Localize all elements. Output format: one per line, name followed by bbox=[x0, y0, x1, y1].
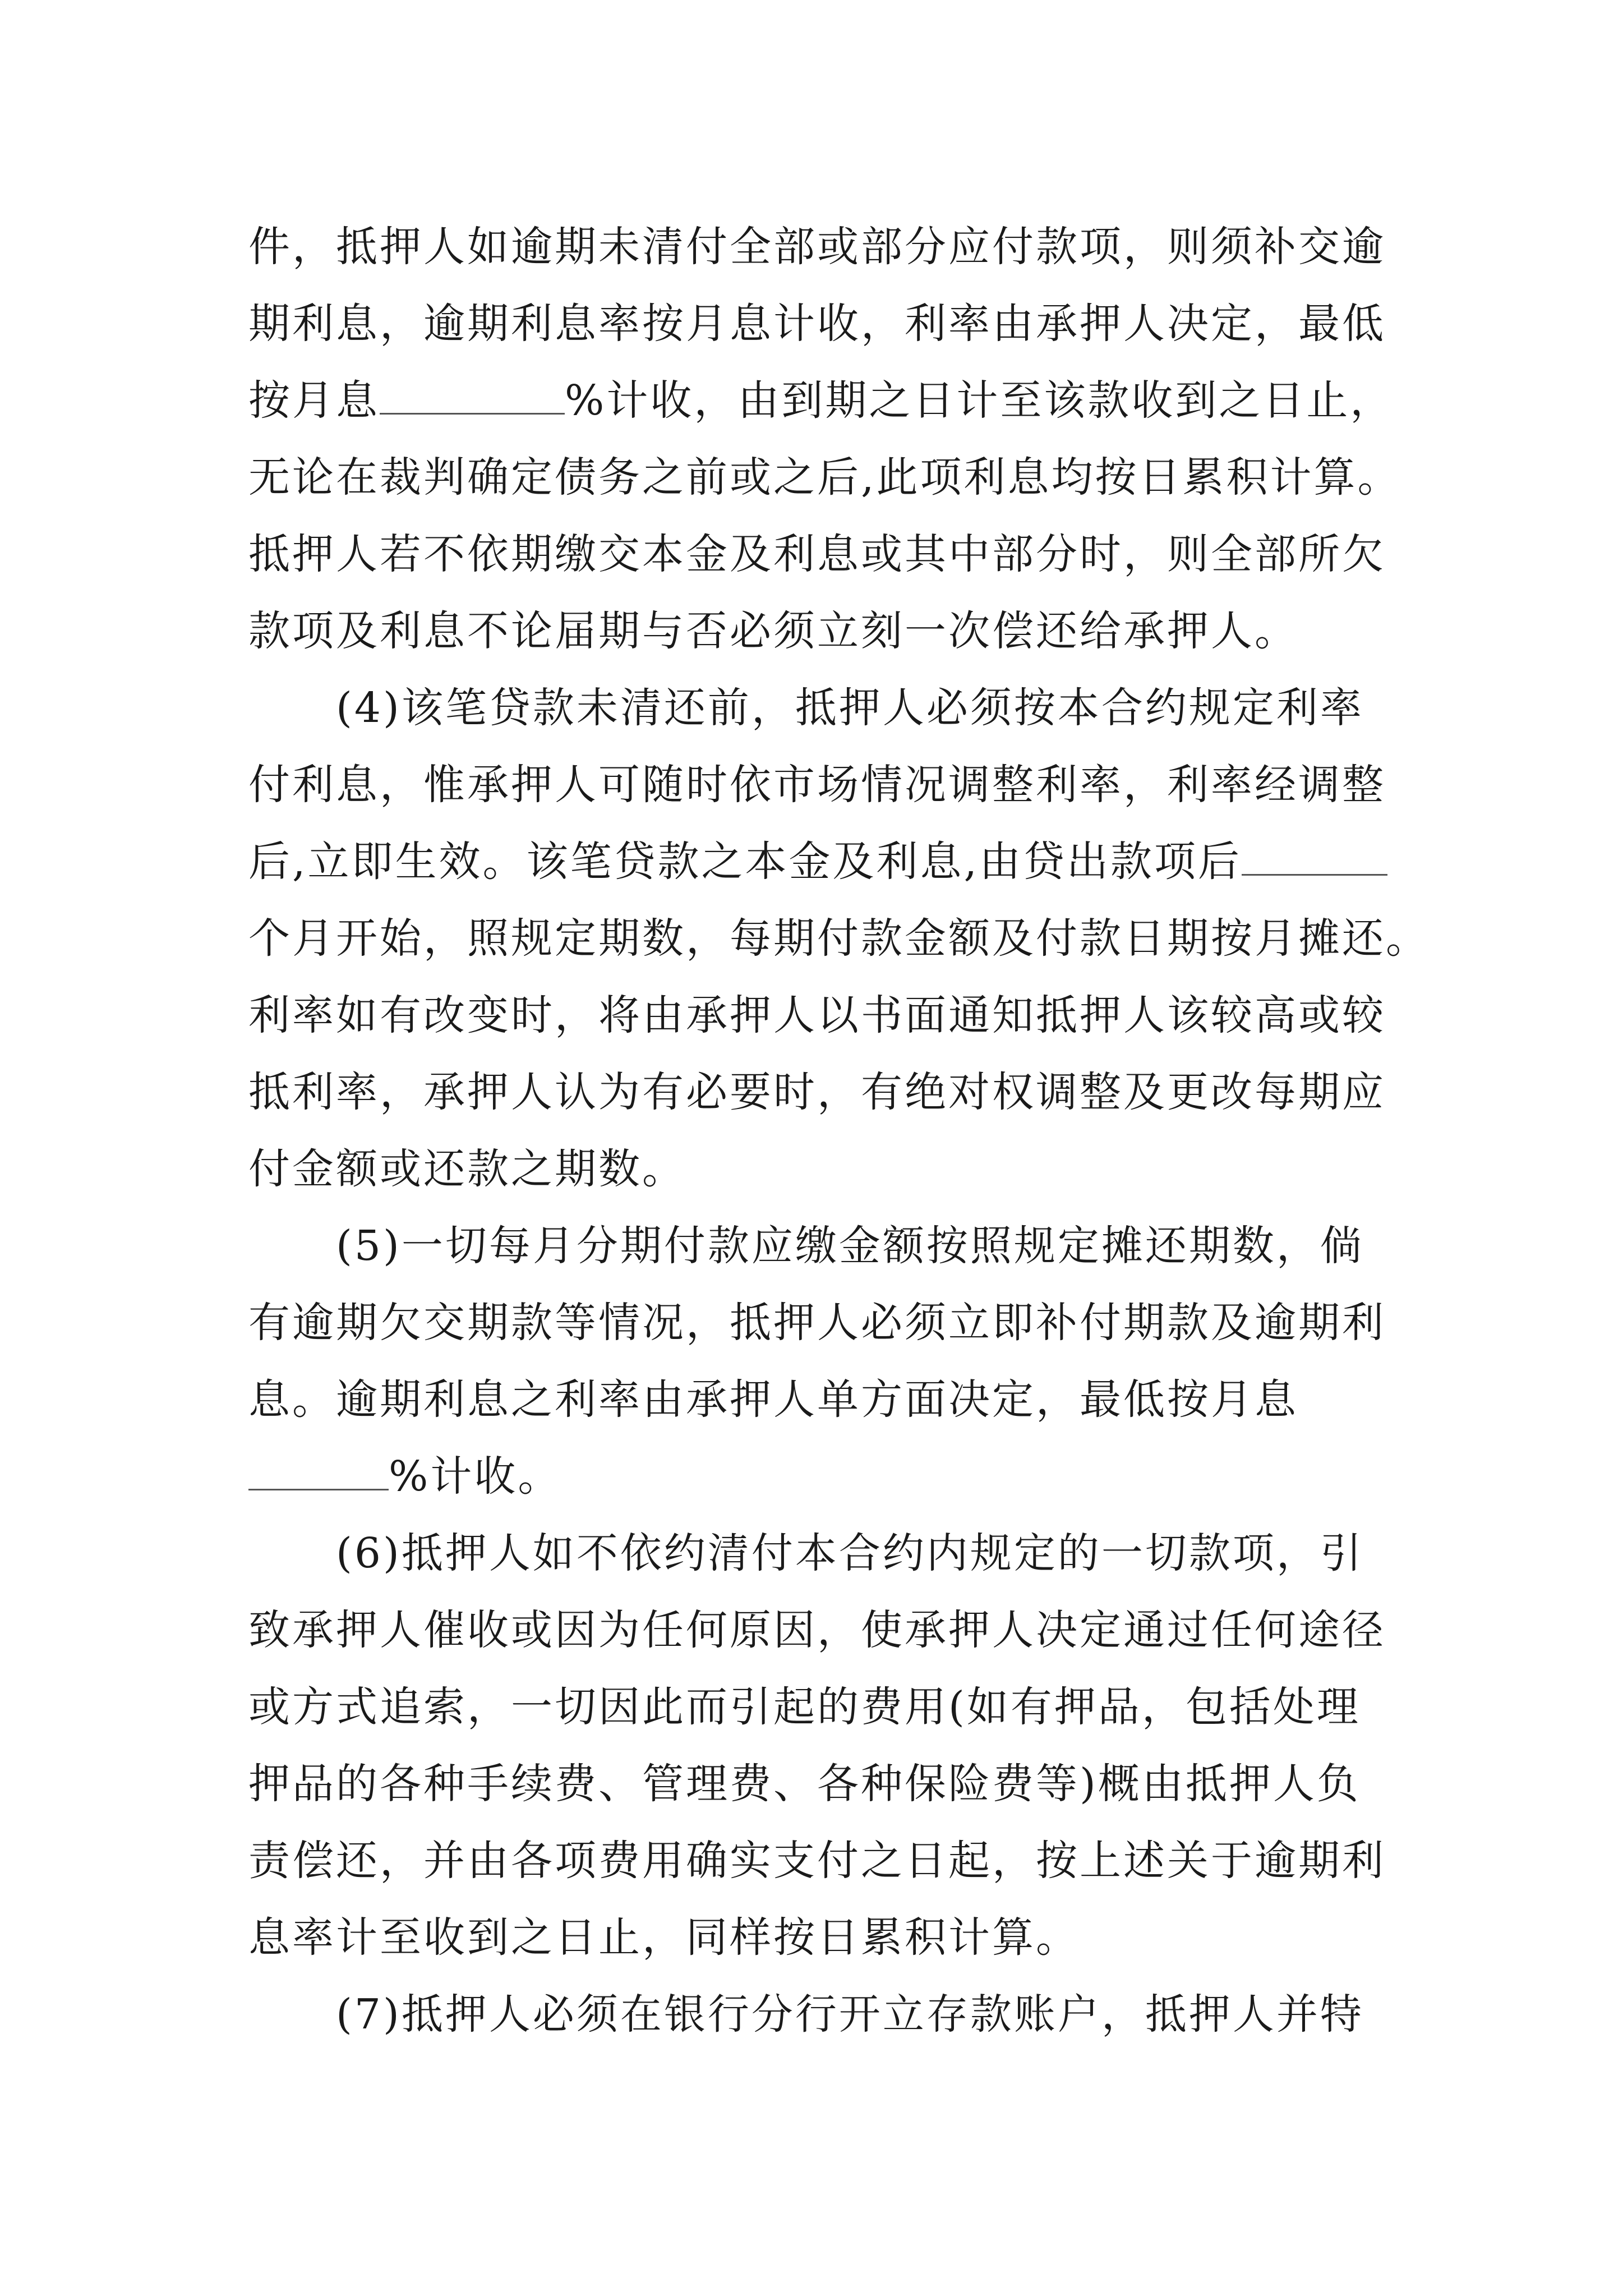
paragraph-clause-7 bbox=[248, 1976, 1376, 2053]
text-segment: 后,立即生效。该笔贷款之本金及利息,由贷出款项后 bbox=[248, 838, 1242, 886]
text-line: 件，抵押人如逾期未清付全部或部分应付款项，则须补交逾 bbox=[248, 223, 1386, 271]
text-line bbox=[248, 362, 1394, 439]
document-body bbox=[248, 209, 1430, 2053]
text-line: (4)该笔贷款未清还前，抵押人必须按本合约规定利率 bbox=[336, 684, 1364, 732]
text-line: 或方式追索，一切因此而引起的费用(如有押品，包括处理 bbox=[248, 1683, 1361, 1731]
text-line: 期利息，逾期利息率按月息计收，利率由承押人决定，最低 bbox=[248, 300, 1386, 348]
blank-line-rate[interactable] bbox=[380, 376, 565, 415]
text-line: 付利息，惟承押人可随时依市场情况调整利率，利率经调整 bbox=[248, 761, 1386, 809]
text-line: (7)抵押人必须在银行分行开立存款账户，抵押人并特 bbox=[336, 1990, 1364, 2039]
text-line bbox=[248, 1438, 1376, 1515]
paragraph-late-payment bbox=[248, 209, 1401, 670]
text-line: 付金额或还款之期数。 bbox=[248, 1145, 686, 1193]
text-line: (5)一切每月分期付款应缴金额按照规定摊还期数，倘 bbox=[336, 1222, 1364, 1270]
text-line: 个月开始，照规定期数，每期付款金额及付款日期按月摊还。 bbox=[248, 914, 1430, 963]
text-line: 抵利率，承押人认为有必要时，有绝对权调整及更改每期应 bbox=[248, 1068, 1386, 1116]
text-segment: 按月息 bbox=[248, 376, 380, 425]
text-segment: %计收，由到期之日计至该款收到之日止， bbox=[565, 376, 1394, 425]
paragraph-clause-6 bbox=[248, 1515, 1386, 1976]
blank-line-rate[interactable] bbox=[248, 1452, 389, 1490]
text-line: 有逾期欠交期款等情况，抵押人必须立即补付期款及逾期利 bbox=[248, 1299, 1386, 1347]
blank-line-months[interactable] bbox=[1242, 837, 1387, 876]
text-line: (6)抵押人如不依约清付本合约内规定的一切款项，引 bbox=[336, 1529, 1364, 1577]
text-line bbox=[248, 823, 1376, 900]
text-line: 款项及利息不论届期与否必须立刻一次偿还给承押人。 bbox=[248, 607, 1298, 655]
paragraph-clause-4 bbox=[248, 670, 1430, 1208]
text-line: 息率计至收到之日止，同样按日累积计算。 bbox=[248, 1913, 1080, 1962]
text-line: 押品的各种手续费、管理费、各种保险费等)概由抵押人负 bbox=[248, 1760, 1361, 1808]
text-segment: %计收。 bbox=[389, 1452, 562, 1501]
text-line: 无论在裁判确定债务之前或之后,此项利息均按日累积计算。 bbox=[248, 453, 1401, 501]
paragraph-clause-5 bbox=[248, 1208, 1386, 1515]
text-line: 致承押人催收或因为任何原因，使承押人决定通过任何途径 bbox=[248, 1606, 1386, 1654]
text-line: 利率如有改变时，将由承押人以书面通知抵押人该较高或较 bbox=[248, 991, 1386, 1039]
text-line: 抵押人若不依期缴交本金及利息或其中部分时，则全部所欠 bbox=[248, 530, 1386, 578]
text-line: 责偿还，并由各项费用确实支付之日起，按上述关于逾期利 bbox=[248, 1837, 1386, 1885]
text-line: 息。逾期利息之利率由承押人单方面决定，最低按月息 bbox=[248, 1375, 1298, 1424]
